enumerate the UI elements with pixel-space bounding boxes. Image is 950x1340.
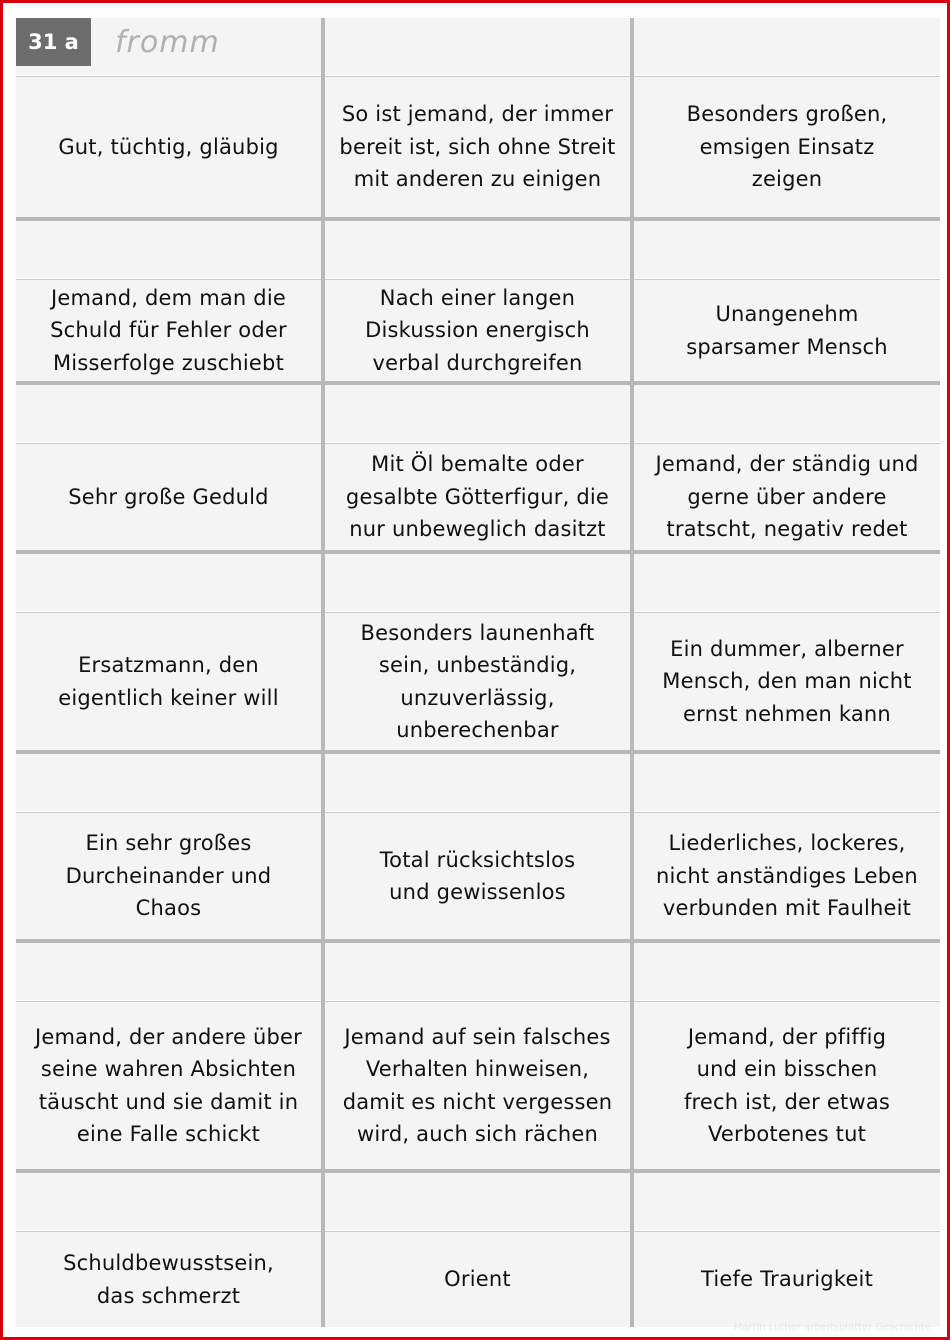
word-card — [634, 554, 940, 750]
card-definition: Ersatzmann, den eigentlich keiner will — [58, 653, 279, 710]
word-card — [325, 943, 630, 1169]
card-answer-slot — [16, 385, 321, 442]
card-body — [634, 812, 940, 939]
card-definition: Jemand, der ständig und gerne über andere tratscht, negativ redet — [655, 452, 919, 542]
card-number-badge: 31 a — [16, 18, 91, 66]
card-answer-slot — [16, 943, 321, 1000]
card-body — [325, 612, 630, 750]
word-card — [16, 1173, 321, 1327]
card-answer-slot — [16, 18, 321, 75]
card-definition: Nach einer langen Diskussion energisch verbal durchgreifen — [365, 285, 590, 375]
card-definition: Jemand auf sein falsches Verhalten hinweisen, damit es nicht vergessen wird, auch sich rächen — [342, 1024, 613, 1146]
card-body — [325, 1001, 630, 1169]
card-body — [16, 443, 321, 550]
card-answer-slot — [325, 554, 630, 611]
word-card — [325, 1173, 630, 1327]
card-body — [325, 76, 630, 217]
card-body — [16, 1001, 321, 1169]
card-answer-slot — [325, 18, 630, 75]
card-answer-slot — [16, 554, 321, 611]
card-definition: Unangenehm sparsamer Mensch — [686, 302, 888, 359]
word-card — [325, 18, 630, 217]
card-definition: Gut, tüchtig, gläubig — [58, 134, 279, 159]
card-answer-slot — [634, 943, 940, 1000]
card-definition: Mit Öl bemalte oder gesalbte Götterfigur, die nur unbeweglich dasitzt — [345, 452, 610, 542]
word-card — [634, 943, 940, 1169]
word-card — [16, 18, 321, 217]
word-card — [16, 221, 321, 381]
card-answer-slot — [634, 554, 940, 611]
word-card — [16, 754, 321, 939]
card-definition: Orient — [444, 1267, 511, 1292]
word-card — [634, 18, 940, 217]
card-body — [325, 279, 630, 381]
card-definition: Jemand, der andere über seine wahren Absichten täuscht und sie damit in eine Falle schickt — [35, 1024, 302, 1146]
card-answer-slot — [634, 1173, 940, 1230]
footer-credit: Martin Luther arbeitsblätter Geschichte — [733, 1322, 931, 1333]
word-card — [325, 754, 630, 939]
word-card — [16, 943, 321, 1169]
card-body — [325, 443, 630, 550]
card-body — [634, 279, 940, 381]
card-definition: Liederliches, lockeres, nicht anständiges Leben verbunden mit Faulheit — [656, 831, 918, 921]
card-grid — [16, 18, 940, 1327]
card-definition: Sehr große Geduld — [68, 484, 269, 509]
card-answer-slot — [634, 754, 940, 811]
card-answer-slot — [634, 385, 940, 442]
card-body — [634, 1001, 940, 1169]
card-body — [16, 1231, 321, 1327]
card-answer-slot — [325, 1173, 630, 1230]
card-definition: Besonders großen, emsigen Einsatz zeigen — [686, 102, 888, 192]
card-definition: So ist jemand, der immer bereit ist, sich ohne Streit mit anderen zu einigen — [339, 102, 616, 192]
word-card — [634, 754, 940, 939]
card-body — [16, 279, 321, 381]
card-answer-slot — [634, 221, 940, 278]
card-answer-slot — [325, 943, 630, 1000]
card-body — [16, 812, 321, 939]
card-answer-slot — [16, 221, 321, 278]
card-body — [634, 1231, 940, 1327]
card-definition: Jemand, dem man die Schuld für Fehler oder Misserfolge zuschiebt — [50, 285, 287, 375]
card-answer-slot — [325, 754, 630, 811]
card-definition: Ein sehr großes Durcheinander und Chaos — [65, 831, 272, 921]
card-body — [634, 612, 940, 750]
card-definition: Besonders launenhaft sein, unbeständig, unzuverlässig, unberechenbar — [360, 620, 595, 742]
word-card — [634, 1173, 940, 1327]
card-answer-slot — [16, 1173, 321, 1230]
card-body — [325, 812, 630, 939]
card-definition: Ein dummer, alberner Mensch, den man nicht ernst nehmen kann — [662, 636, 912, 726]
card-answer-slot — [325, 221, 630, 278]
card-answer-slot — [325, 385, 630, 442]
card-definition: Schuldbewusstsein, das schmerzt — [63, 1251, 274, 1308]
card-body — [325, 1231, 630, 1327]
word-card — [634, 385, 940, 550]
word-card — [325, 221, 630, 381]
word-card — [634, 221, 940, 381]
card-answer-slot — [634, 18, 940, 75]
card-definition: Jemand, der pfiffig und ein bisschen frech ist, der etwas Verbotenes tut — [683, 1024, 891, 1146]
card-body — [16, 76, 321, 217]
card-definition: Total rücksichtslos und gewissenlos — [379, 847, 576, 904]
keyword: fromm — [115, 25, 220, 60]
word-card — [325, 554, 630, 750]
card-body — [16, 612, 321, 750]
card-body — [634, 76, 940, 217]
word-card — [16, 385, 321, 550]
card-answer-slot — [16, 754, 321, 811]
word-card — [325, 385, 630, 550]
word-card — [16, 554, 321, 750]
card-definition: Tiefe Traurigkeit — [700, 1267, 874, 1292]
card-body — [634, 443, 940, 550]
